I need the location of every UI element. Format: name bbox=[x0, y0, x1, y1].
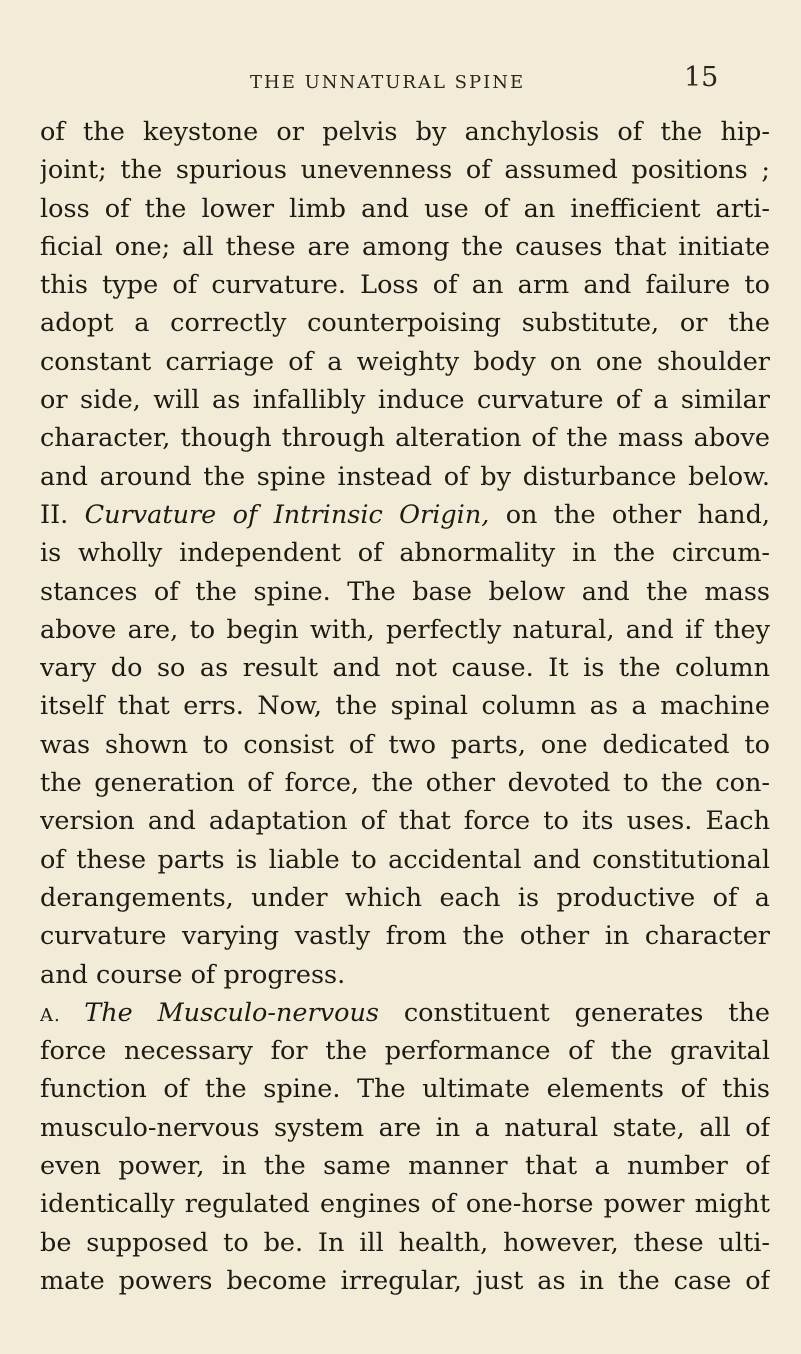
text-line: function of the spine. The ultimate elements of this bbox=[40, 1074, 770, 1105]
text-line: adopt a correctly counterpoising substitute, or the bbox=[40, 308, 770, 339]
text-line: character, though through alteration of the mass above bbox=[40, 423, 770, 454]
subsection-heading-line bbox=[40, 994, 770, 1032]
text-line: this type of curvature. Loss of an arm and failure to bbox=[40, 270, 770, 301]
text-line: and around the spine instead of by disturbance below. bbox=[40, 461, 770, 492]
page-number: 15 bbox=[684, 62, 719, 93]
text-line: musculo-nervous system are in a natural state, all of bbox=[40, 1112, 770, 1143]
text-line: is wholly independent of abnormality in the circum- bbox=[40, 538, 770, 569]
text-line: even power, in the same manner that a number of bbox=[40, 1151, 770, 1182]
body-text bbox=[40, 113, 770, 1300]
section-title: Curvature of Intrinsic Origin, bbox=[84, 499, 490, 530]
text-line: itself that errs. Now, the spinal column as a machine bbox=[40, 691, 770, 722]
text-line: mate powers become irregular, just as in the case of bbox=[40, 1265, 770, 1296]
section-number: II. bbox=[40, 499, 85, 530]
text-line: identically regulated engines of one-horse power might bbox=[40, 1189, 770, 1220]
text-line: vary do so as result and not cause. It is the column bbox=[40, 653, 770, 684]
text-line: constant carriage of a weighty body on one shoulder bbox=[40, 346, 770, 377]
text-line: version and adaptation of that force to its uses. Each bbox=[40, 806, 770, 837]
text-line: derangements, under which each is productive of a bbox=[40, 882, 770, 913]
text-line: and course of progress. bbox=[40, 959, 346, 990]
text-line: of the keystone or pelvis by anchylosis of the hip- bbox=[40, 117, 770, 147]
text-line: was shown to consist of two parts, one dedicated to bbox=[40, 729, 770, 760]
section-heading-rest: on the other hand, bbox=[489, 499, 770, 530]
section-heading-line bbox=[40, 496, 770, 534]
running-title: THE UNNATURAL SPINE bbox=[250, 72, 526, 93]
text-line: above are, to begin with, perfectly natural, and if they bbox=[40, 614, 770, 645]
text-line: ficial one; all these are among the causes that initiate bbox=[40, 231, 770, 262]
text-line: joint; the spurious unevenness of assumed positions ; bbox=[40, 155, 770, 186]
text-line: be supposed to be. In ill health, however, these ulti- bbox=[40, 1227, 770, 1258]
subsection-letter: A. bbox=[40, 1004, 85, 1026]
text-line: curvature varying vastly from the other in character bbox=[40, 921, 770, 952]
text-line: of these parts is liable to accidental and constitutional bbox=[40, 844, 770, 875]
subsection-title: The Musculo-nervous bbox=[84, 997, 379, 1028]
text-line: loss of the lower limb and use of an inefficient arti- bbox=[40, 193, 770, 224]
text-line: force necessary for the performance of the gravital bbox=[40, 1036, 770, 1067]
text-line: stances of the spine. The base below and the mass bbox=[40, 576, 770, 607]
subsection-heading-rest: constituent generates the bbox=[378, 997, 770, 1028]
text-line: the generation of force, the other devoted to the con- bbox=[40, 768, 770, 799]
text-line: or side, will as infallibly induce curvature of a similar bbox=[40, 385, 770, 416]
